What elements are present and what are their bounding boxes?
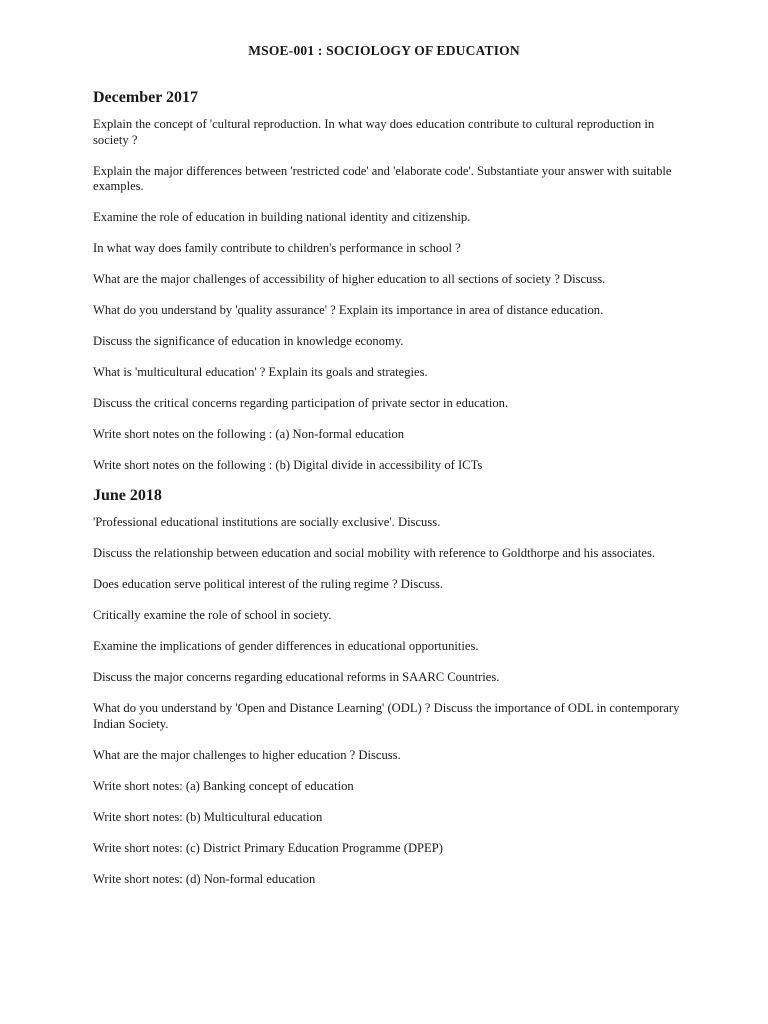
question-item: Explain the concept of 'cultural reproduction. In what way does education contribute to cultural reproduction in society ? [93,117,655,147]
question-item: Explain the major differences between 'restricted code' and 'elaborate code'. Substantiate your answer with suitable examples. [93,163,672,193]
question-item: Discuss the significance of education in knowledge economy. [93,334,404,348]
question-item: Write short notes: (c) District Primary Education Programme (DPEP) [93,840,443,855]
question-item: In what way does family contribute to children's performance in school ? [93,241,461,255]
section-june-2018 [93,486,683,903]
question-item: Write short notes on the following : (b) Digital divide in accessibility of ICTs [93,458,483,472]
question-item: What do you understand by 'quality assurance' ? Explain its importance in area of distance education. [93,303,604,317]
section-december-2017 [93,88,683,489]
question-item: What are the major challenges to higher education ? Discuss. [93,747,401,762]
question-item: Does education serve political interest of the ruling regime ? Discuss. [93,577,444,591]
section-heading: December 2017 [93,89,198,106]
question-item: Examine the implications of gender differences in educational opportunities. [93,639,479,653]
question-item: Write short notes: (d) Non-formal education [93,871,316,886]
question-item: What do you understand by 'Open and Distance Learning' (ODL) ? Discuss the importance of ODL in contemporary Indian Society. [93,701,680,731]
question-item: Critically examine the role of school in society. [93,608,332,622]
question-item: What is 'multicultural education' ? Explain its goals and strategies. [93,365,428,379]
question-item: Discuss the major concerns regarding educational reforms in SAARC Countries. [93,670,500,684]
question-item: Discuss the critical concerns regarding participation of private sector in education. [93,396,509,410]
document-title: MSOE-001 : SOCIOLOGY OF EDUCATION [248,43,520,58]
question-item: What are the major challenges of accessibility of higher education to all sections of society ? Discuss. [93,272,606,286]
question-item: Discuss the relationship between education and social mobility with reference to Goldthorpe and his associates. [93,546,656,560]
question-item: Write short notes on the following : (a) Non-formal education [93,427,405,441]
question-item: Examine the role of education in building national identity and citizenship. [93,210,471,224]
question-item: 'Professional educational institutions are socially exclusive'. Discuss. [93,515,441,529]
section-heading: June 2018 [93,487,162,504]
question-item: Write short notes: (b) Multicultural education [93,809,323,824]
question-item: Write short notes: (a) Banking concept of education [93,778,354,793]
